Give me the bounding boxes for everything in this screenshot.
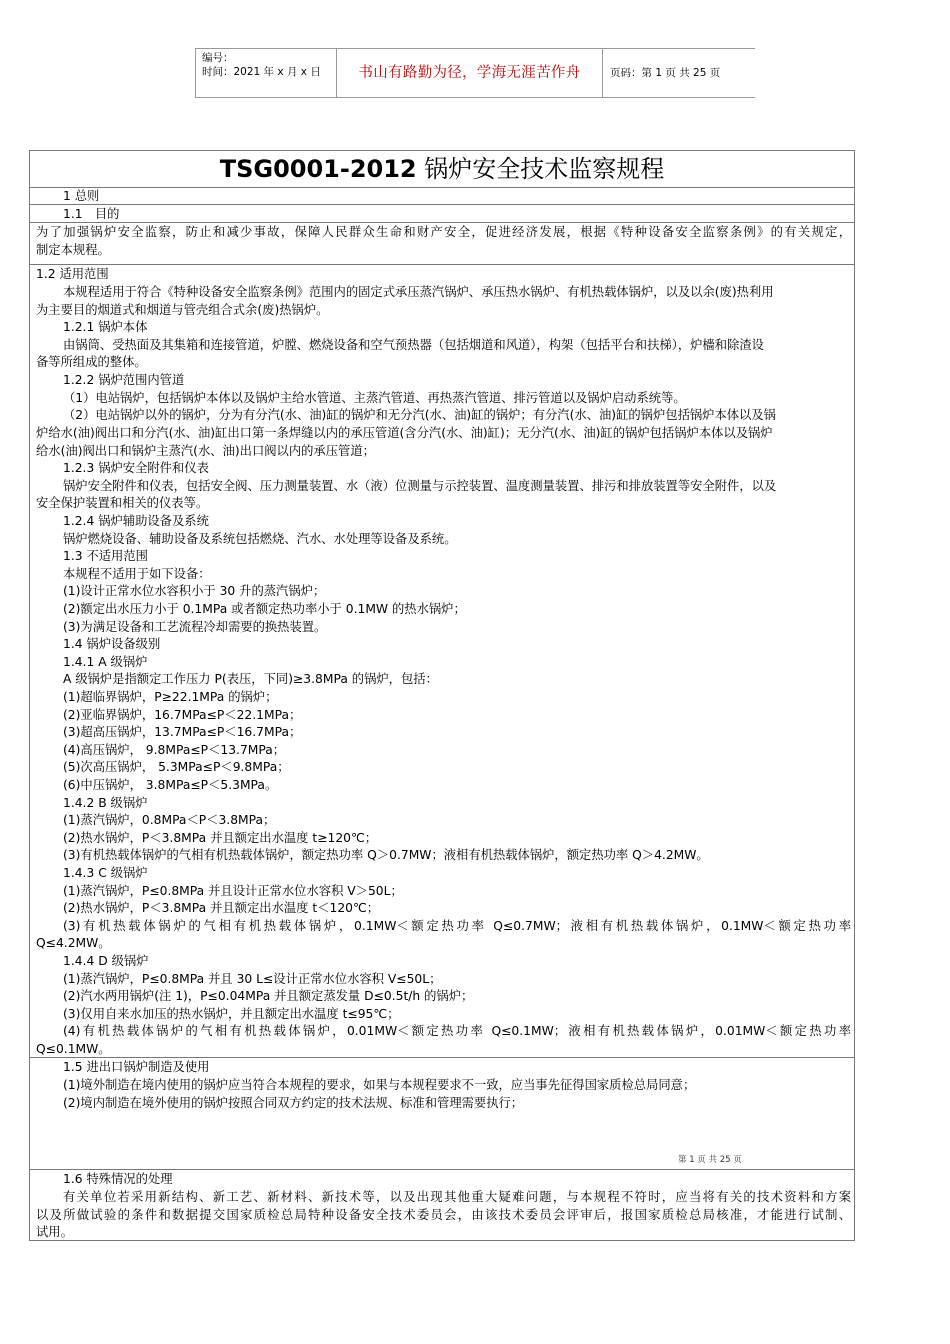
document-time-label: 时间：2021 年 x 月 x 日 bbox=[202, 66, 321, 78]
section-heading: 1.4 锅炉设备级别 bbox=[63, 637, 161, 651]
list-item: (1)蒸汽锅炉，P≤0.8MPa 并且设计正常水位水容积 V＞50L； bbox=[63, 884, 403, 898]
paragraph-line: 试用。 bbox=[36, 1225, 73, 1239]
list-item: (4)高压锅炉， 9.8MPa≤P＜13.7MPa； bbox=[63, 743, 286, 757]
section-heading: 1.2.4 锅炉辅助设备及系统 bbox=[63, 514, 209, 528]
paragraph-line: 为主要目的烟道式和烟道与管壳组合式余(废)热锅炉。 bbox=[36, 303, 329, 317]
paragraph-line: 以及所做试验的条件和数据提交国家质检总局特种设备安全技术委员会，由该技术委员会评审后，报国家质检总局核准，才能进行试制、 bbox=[36, 1208, 851, 1222]
paragraph-line: （1）电站锅炉，包括锅炉本体以及锅炉主给水管道、主蒸汽管道、再热蒸汽管道、排污管道以及锅炉启动系统等。 bbox=[63, 391, 686, 405]
section-heading: 1.2.1 锅炉本体 bbox=[63, 320, 148, 334]
title-text: 锅炉安全技术监察规程 bbox=[424, 155, 665, 183]
paragraph-line: 安全保护装置和相关的仪表等。 bbox=[36, 496, 209, 510]
section-heading: 1 总则 bbox=[63, 189, 100, 203]
list-item: (3)为满足设备和工艺流程冷却需要的换热装置。 bbox=[63, 620, 327, 634]
paragraph-line: 为了加强锅炉安全监察，防止和减少事故，保障人民群众生命和财产安全，促进经济发展，根据《特种设备安全监察条例》的有关规定， bbox=[36, 225, 851, 239]
section-heading: 1.4.1 A 级锅炉 bbox=[63, 655, 148, 669]
paragraph-line: 制定本规程。 bbox=[36, 243, 110, 257]
paragraph-line: （2）电站锅炉以外的锅炉，分为有分汽(水、油)缸的锅炉和无分汽(水、油)缸的锅炉；有分汽(水、油)缸的锅炉包括锅炉本体以及锅 bbox=[63, 408, 776, 422]
list-item: (5)次高压锅炉， 5.3MPa≤P＜9.8MPa； bbox=[63, 760, 290, 774]
footer-page-number: 第 1 页 共 25 页 bbox=[678, 1155, 742, 1165]
document-body bbox=[29, 150, 855, 1241]
document-number-label: 编号： bbox=[202, 52, 234, 64]
list-item: (6)中压锅炉， 3.8MPa≤P＜5.3MPa。 bbox=[63, 778, 278, 792]
paragraph-line: 备等所组成的整体。 bbox=[36, 355, 147, 369]
list-item: (1)超临界锅炉，P≥22.1MPa 的锅炉； bbox=[63, 690, 278, 704]
section-heading: 1.6 特殊情况的处理 bbox=[63, 1172, 173, 1186]
section-heading: 1.4.3 C 级锅炉 bbox=[63, 866, 148, 880]
list-item: (3)有机热载体锅炉的气相有机热载体锅炉，额定热功率 Q＞0.7MW；液相有机热载体锅炉，额定热功率 Q＞4.2MW。 bbox=[63, 848, 709, 862]
paragraph-line: 本规程适用于符合《特种设备安全监察条例》范围内的固定式承压蒸汽锅炉、承压热水锅炉、有机热载体锅炉，以及以余(废)热利用 bbox=[63, 285, 774, 299]
section-heading: 1.2.2 锅炉范围内管道 bbox=[63, 373, 185, 387]
section-heading: 1.4.2 B 级锅炉 bbox=[63, 796, 148, 810]
paragraph-line: 给水(油)阀出口和锅炉主蒸汽(水、油)出口阀以内的承压管道； bbox=[36, 444, 375, 458]
section-heading: 1.5 进出口锅炉制造及使用 bbox=[63, 1060, 210, 1074]
paragraph-line: A 级锅炉是指额定工作压力 P(表压，下同)≥3.8MPa 的锅炉，包括： bbox=[63, 672, 438, 686]
list-item: (1)设计正常水位水容积小于 30 升的蒸汽锅炉； bbox=[63, 584, 326, 598]
list-item: (2)热水锅炉，P＜3.8MPa 并且额定出水温度 t＜120℃； bbox=[63, 901, 380, 915]
list-item: (1)蒸汽锅炉，P≤0.8MPa 并且 30 L≤设计正常水位水容积 V≤50L； bbox=[63, 972, 442, 986]
paragraph-line: 锅炉燃烧设备、辅助设备及系统包括燃烧、汽水、水处理等设备及系统。 bbox=[63, 532, 457, 546]
list-item: (2)热水锅炉，P＜3.8MPa 并且额定出水温度 t≥120℃； bbox=[63, 831, 378, 845]
list-item: (1)蒸汽锅炉，0.8MPa＜P＜3.8MPa； bbox=[63, 813, 276, 827]
paragraph-line: 本规程不适用于如下设备： bbox=[63, 567, 211, 581]
list-item: Q≤0.1MW。 bbox=[36, 1042, 111, 1056]
list-item: (2)亚临界锅炉，16.7MPa≤P＜22.1MPa； bbox=[63, 708, 302, 722]
title-code: TSG0001-2012 bbox=[219, 155, 417, 183]
list-item: (2)境内制造在境外使用的锅炉按照合同双方约定的技术法规、标准和管理需要执行； bbox=[63, 1096, 524, 1110]
section-heading: 1.2 适用范围 bbox=[36, 267, 109, 281]
list-item: (1)境外制造在境内使用的锅炉应当符合本规程的要求，如果与本规程要求不一致，应当事先征得国家质检总局同意； bbox=[63, 1078, 696, 1092]
header-page-code: 页码：第 1 页 共 25 页 bbox=[610, 67, 721, 79]
list-item: (2)额定出水压力小于 0.1MPa 或者额定热功率小于 0.1MW 的热水锅炉； bbox=[63, 602, 466, 616]
list-item: (3)有机热载体锅炉的气相有机热载体锅炉，0.1MW＜额定热功率 Q≤0.7MW；液相有机热载体锅炉，0.1MW＜额定热功率 bbox=[63, 919, 851, 933]
section-heading: 1.4.4 D 级锅炉 bbox=[63, 954, 149, 968]
paragraph-line: 有关单位若采用新结构、新工艺、新材料、新技术等，以及出现其他重大疑难问题，与本规程不符时，应当将有关的技术资料和方案 bbox=[63, 1190, 851, 1204]
section-heading: 1.2.3 锅炉安全附件和仪表 bbox=[63, 461, 209, 475]
document-title bbox=[30, 151, 854, 188]
section-heading: 1.1 目的 bbox=[63, 207, 120, 221]
list-item: (4)有机热载体锅炉的气相有机热载体锅炉，0.01MW＜额定热功率 Q≤0.1MW；液相有机热载体锅炉，0.01MW＜额定热功率 bbox=[63, 1024, 851, 1038]
section-heading: 1.3 不适用范围 bbox=[63, 549, 148, 563]
header-motto: 书山有路勤为径，学海无涯苦作舟 bbox=[337, 49, 603, 97]
paragraph-line: 锅炉安全附件和仪表，包括安全阀、压力测量装置、水（液）位测量与示控装置、温度测量装置、排污和排放装置等安全附件，以及 bbox=[63, 479, 777, 493]
paragraph-line: 炉给水(油)阀出口和分汽(水、油)缸出口第一条焊缝以内的承压管道(含分汽(水、油)缸)；无分汽(水、油)缸的锅炉包括锅炉本体以及锅炉 bbox=[36, 426, 773, 440]
header-meta-cell bbox=[195, 49, 337, 97]
list-item: (3)超高压锅炉，13.7MPa≤P＜16.7MPa； bbox=[63, 725, 302, 739]
paragraph-line: 由锅筒、受热面及其集箱和连接管道，炉膛、燃烧设备和空气预热器（包括烟道和风道），构架（包括平台和扶梯），炉檣和除渣设 bbox=[63, 338, 764, 352]
list-item: (2)汽水两用锅炉(注 1)，P≤0.04MPa 并且额定蒸发量 D≤0.5t/h 的锅炉； bbox=[63, 989, 474, 1003]
list-item: Q≤4.2MW。 bbox=[36, 936, 111, 950]
page-header bbox=[195, 48, 755, 98]
list-item: (3)仅用自来水加压的热水锅炉，并且额定出水温度 t≤95℃； bbox=[63, 1007, 400, 1021]
